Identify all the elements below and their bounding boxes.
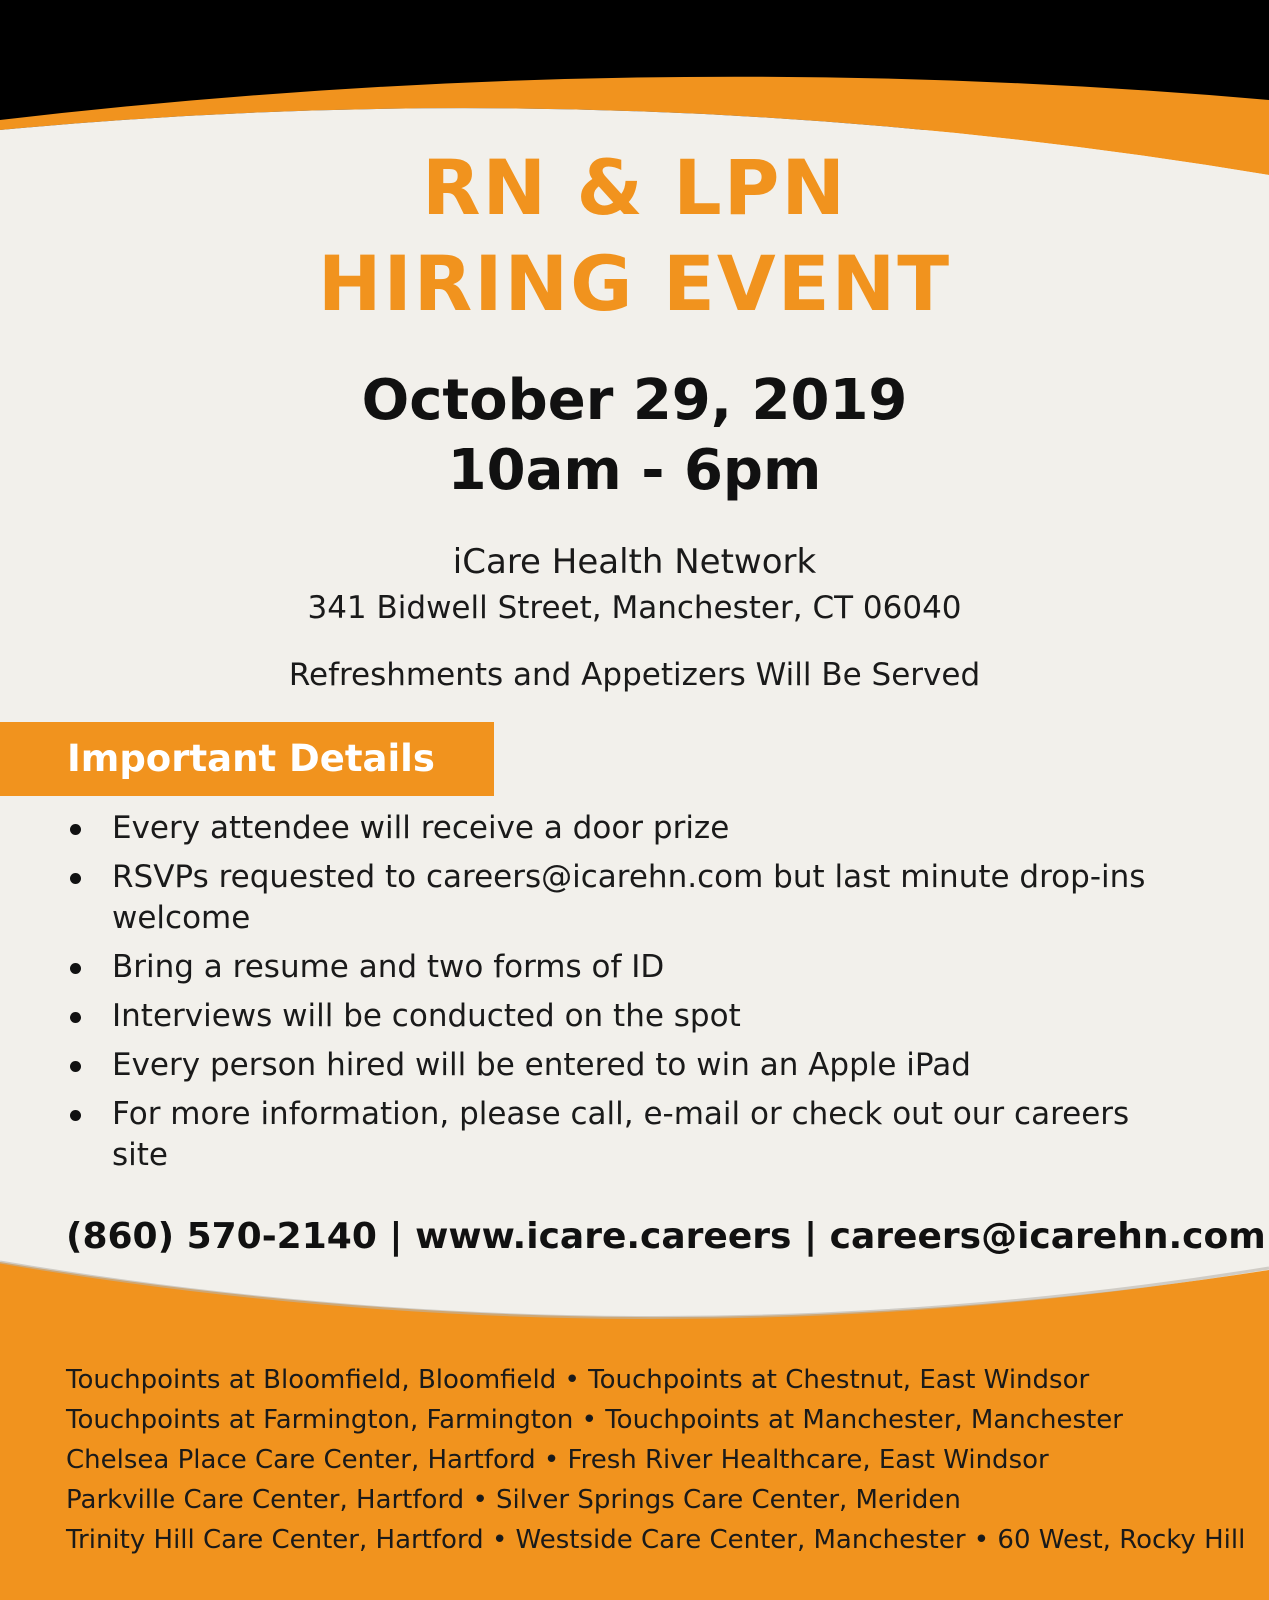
location-line: Parkville Care Center, Hartford • Silver Springs Care Center, Meriden xyxy=(66,1485,961,1515)
event-title-line-1: RN & LPN xyxy=(421,143,848,232)
refreshments-note: Refreshments and Appetizers Will Be Served xyxy=(288,657,981,693)
venue-address: 341 Bidwell Street, Manchester, CT 06040 xyxy=(307,590,962,626)
list-item: Every person hired will be entered to win an Apple iPad xyxy=(64,1045,1164,1086)
details-list xyxy=(64,808,1164,1184)
list-item: Every attendee will receive a door prize xyxy=(64,808,1164,849)
locations-list xyxy=(66,1360,1246,1560)
contact-info: (860) 570-2140 | www.icare.careers | careers@icarehn.com xyxy=(66,1216,1266,1257)
event-title-line-2: HIRING EVENT xyxy=(317,239,952,328)
location-line: Trinity Hill Care Center, Hartford • Westside Care Center, Manchester • 60 West, Rocky Hill xyxy=(66,1525,1246,1555)
event-date: October 29, 2019 xyxy=(361,368,908,433)
list-item: Interviews will be conducted on the spot xyxy=(64,996,1164,1037)
important-details-banner xyxy=(0,722,494,796)
list-item: For more information, please call, e-mail or check out our careers site xyxy=(64,1094,1164,1176)
important-details-heading: Important Details xyxy=(67,737,435,780)
list-item: RSVPs requested to careers@icarehn.com but last minute drop-ins welcome xyxy=(64,857,1164,939)
location-line: Touchpoints at Bloomfield, Bloomfield • Touchpoints at Chestnut, East Windsor xyxy=(66,1365,1090,1395)
venue-name: iCare Health Network xyxy=(452,542,817,582)
event-time: 10am - 6pm xyxy=(447,438,822,503)
location-line: Chelsea Place Care Center, Hartford • Fresh River Healthcare, East Windsor xyxy=(66,1445,1049,1475)
list-item: Bring a resume and two forms of ID xyxy=(64,947,1164,988)
location-line: Touchpoints at Farmington, Farmington • Touchpoints at Manchester, Manchester xyxy=(66,1405,1123,1435)
